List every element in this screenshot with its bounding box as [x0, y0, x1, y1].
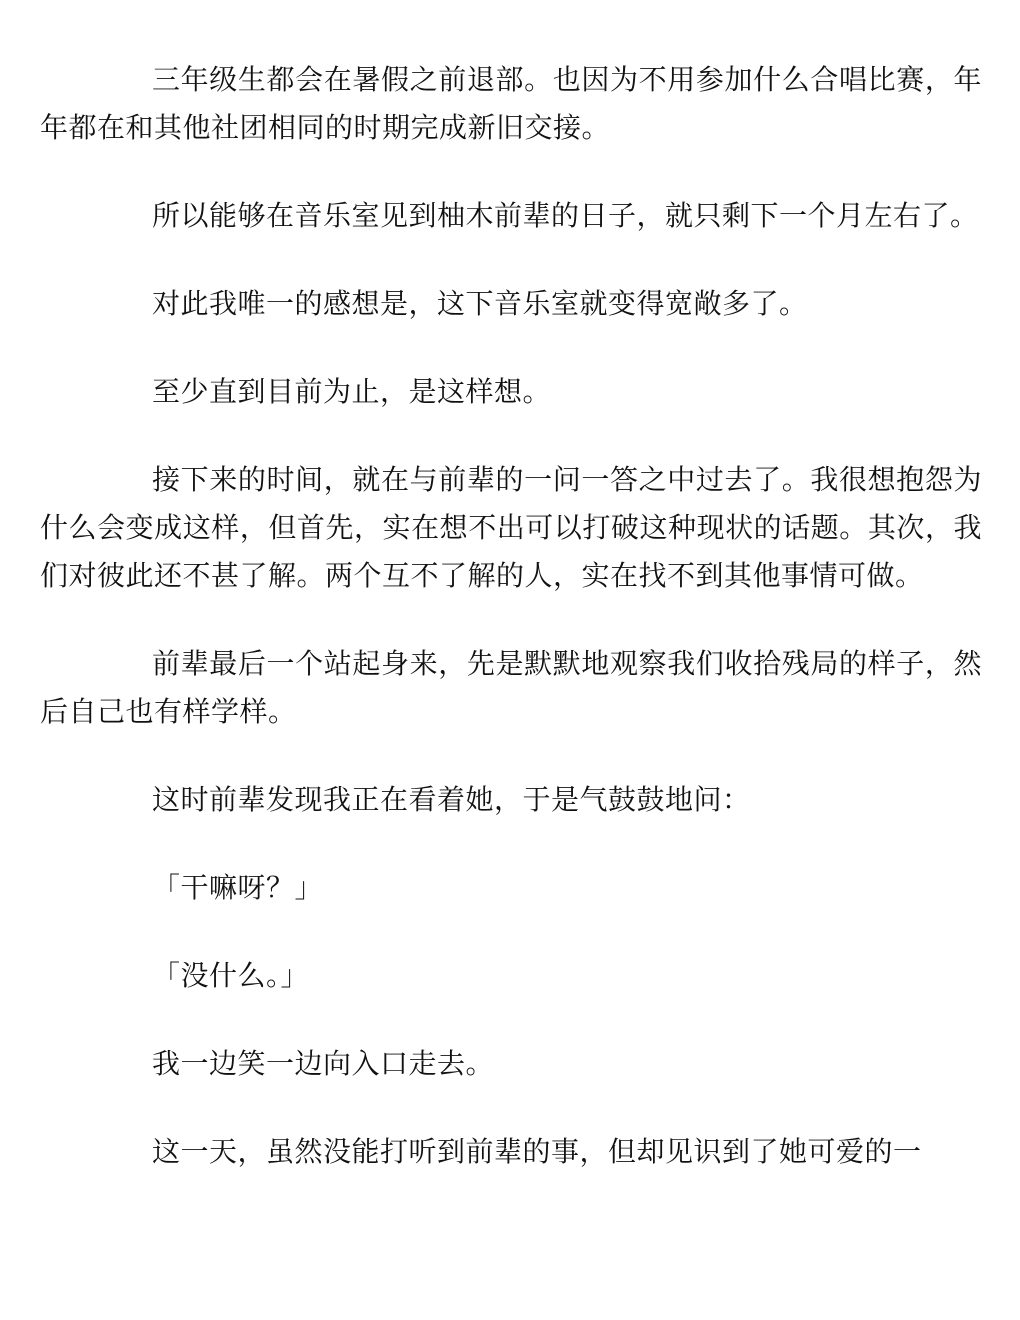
dialogue-line-2: 「没什么。」 [152, 959, 310, 992]
paragraph-9: 这一天，虽然没能打听到前辈的事，但却见识到了她可爱的一 [152, 1135, 922, 1168]
paragraph-7: 这时前辈发现我正在看着她，于是气鼓鼓地问： [152, 783, 751, 816]
paragraph-4: 至少直到目前为止，是这样想。 [152, 375, 552, 408]
paragraph-8: 我一边笑一边向入口走去。 [152, 1047, 495, 1080]
document-body [40, 56, 982, 1176]
paragraph-6: 前辈最后一个站起身来，先是默默地观察我们收拾残局的样子，然后自己也有样学样。 [40, 647, 982, 728]
paragraph-3: 对此我唯一的感想是，这下音乐室就变得宽敞多了。 [152, 287, 808, 320]
paragraph-2: 所以能够在音乐室见到柚木前辈的日子，就只剩下一个月左右了。 [152, 199, 979, 232]
dialogue-line-1: 「干嘛呀？」 [152, 871, 324, 904]
paragraph-1: 三年级生都会在暑假之前退部。也因为不用参加什么合唱比赛，年年都在和其他社团相同的时期完成新旧交接。 [40, 63, 982, 144]
paragraph-5: 接下来的时间，就在与前辈的一问一答之中过去了。我很想抱怨为什么会变成这样，但首先，实在想不出可以打破这种现状的话题。其次，我们对彼此还不甚了解。两个互不了解的人，实在找不到其他事情可做。 [40, 463, 982, 592]
